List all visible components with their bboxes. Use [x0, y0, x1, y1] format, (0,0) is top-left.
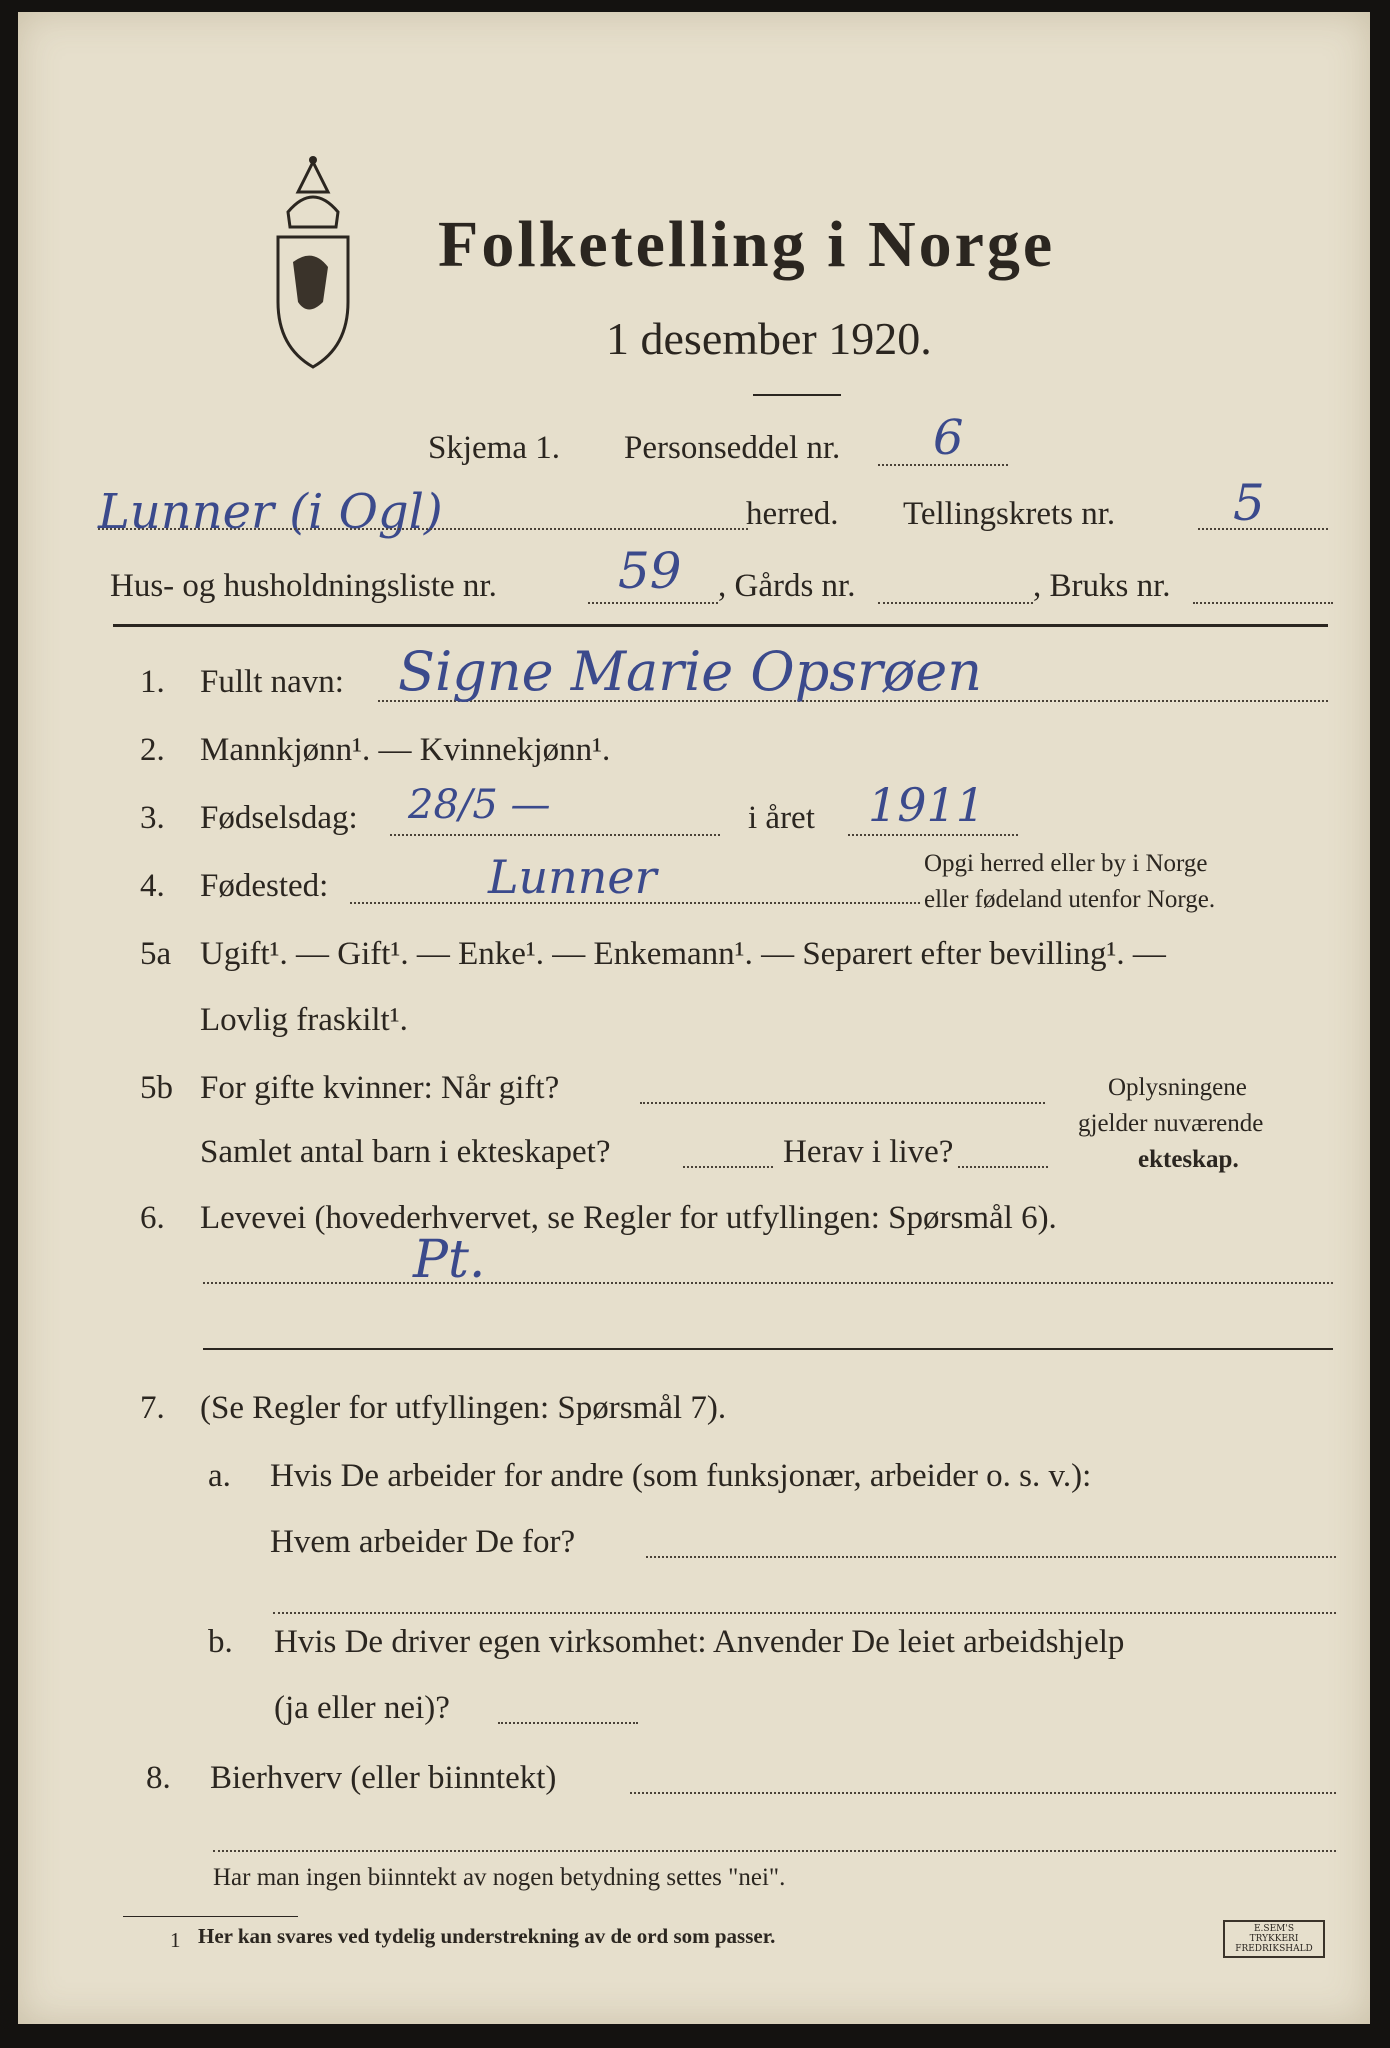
schema-label: Skjema 1. — [428, 430, 560, 466]
q5b-note1: Oplysningene — [1108, 1074, 1247, 1101]
q7-number: 7. — [140, 1390, 165, 1426]
personseddel-label: Personseddel nr. — [624, 430, 841, 466]
q7a-line2: Hvem arbeider De for? — [270, 1524, 576, 1560]
q6-line2 — [203, 1348, 1333, 1350]
herred-label: herred. — [746, 496, 839, 532]
q3-year-label: i året — [748, 800, 815, 836]
q3-value: 28/5 — — [408, 782, 551, 828]
herred-line — [98, 528, 748, 530]
census-date: 1 desember 1920. — [606, 313, 932, 364]
q8-answer-line2 — [213, 1850, 1336, 1852]
q4-note-line2: eller fødeland utenfor Norge. — [924, 886, 1216, 913]
q7b-line2: (ja eller nei)? — [274, 1690, 450, 1726]
gards-line — [878, 602, 1033, 604]
q5b-note2: gjelder nuværende — [1078, 1110, 1264, 1137]
printer-stamp-line2: FREDRIKSHALD — [1235, 1944, 1313, 1954]
q5b-line1: For gifte kvinner: Når gift? — [200, 1070, 560, 1106]
q8-answer-line1 — [630, 1792, 1336, 1794]
footnote-text: Her kan svares ved tydelig understrekning av de ord som passer. — [198, 1924, 776, 1948]
bruks-label: , Bruks nr. — [1033, 568, 1171, 604]
hus-value: 59 — [618, 542, 682, 600]
q5b-children-label: Samlet antal barn i ekteskapet? — [200, 1134, 611, 1170]
q4-value: Lunner — [488, 850, 657, 904]
printer-stamp-line1: E.SEM'S TRYKKERI — [1249, 1924, 1299, 1944]
footnote-divider — [123, 1916, 298, 1917]
q1-value: Signe Marie Opsrøen — [398, 640, 983, 703]
hus-line — [588, 602, 718, 604]
header-divider — [113, 624, 1328, 627]
hus-label: Hus- og husholdningsliste nr. — [110, 568, 497, 604]
q8-note: Har man ingen biinntekt av nogen betydning settes "nei". — [213, 1864, 786, 1891]
q4-number: 4. — [140, 868, 165, 904]
q3-label: Fødselsdag: — [200, 800, 358, 836]
q6-label: Levevei (hovederhvervet, se Regler for utfyllingen: Spørsmål 6). — [200, 1200, 1057, 1236]
q4-label: Fødested: — [200, 868, 329, 904]
bruks-line — [1193, 602, 1333, 604]
q4-note-line1: Opgi herred eller by i Norge — [924, 850, 1208, 877]
q3-year-value: 1911 — [868, 778, 986, 832]
q1-number: 1. — [140, 664, 165, 700]
herred-value: Lunner (i Ogl) — [98, 484, 443, 540]
q7b-answer-line — [498, 1722, 638, 1724]
q5a-line2: Lovlig fraskilt¹. — [200, 1002, 408, 1038]
personseddel-value: 6 — [933, 410, 964, 466]
tellingskrets-label: Tellingskrets nr. — [903, 496, 1116, 532]
q6-number: 6. — [140, 1200, 165, 1236]
q7a-line1: Hvis De arbeider for andre (som funksjonær, arbeider o. s. v.): — [270, 1458, 1092, 1494]
tellingskrets-value: 5 — [1233, 474, 1265, 532]
q7b-line1: Hvis De driver egen virksomhet: Anvender De leiet arbeidshjelp — [274, 1624, 1125, 1660]
title-divider — [753, 394, 841, 396]
q3-number: 3. — [140, 800, 165, 836]
q2-number: 2. — [140, 732, 165, 768]
q7-label: (Se Regler for utfyllingen: Spørsmål 7). — [200, 1390, 727, 1426]
q2-label: Mannkjønn¹. — Kvinnekjønn¹. — [200, 732, 611, 768]
q8-label: Bierhverv (eller biinntekt) — [210, 1760, 557, 1796]
q5b-number: 5b — [140, 1070, 173, 1106]
census-form — [18, 12, 1370, 2024]
q5b-children-line — [683, 1166, 773, 1168]
q6-value: Pt. — [413, 1230, 486, 1290]
q6-line1 — [203, 1282, 1333, 1284]
norway-coat-of-arms-icon — [268, 152, 358, 372]
q5a-line1: Ugift¹. — Gift¹. — Enke¹. — Enkemann¹. — Separert efter bevilling¹. — — [200, 936, 1166, 972]
q7a-answer-line2 — [273, 1612, 1336, 1614]
q3-line — [390, 834, 720, 836]
q8-number: 8. — [146, 1760, 171, 1796]
q1-label: Fullt navn: — [200, 664, 344, 700]
q3-year-line — [848, 834, 1018, 836]
q7a-letter: a. — [208, 1458, 231, 1494]
q7a-answer-line1 — [646, 1556, 1336, 1558]
q5b-alive-line — [958, 1166, 1048, 1168]
gards-label: , Gårds nr. — [718, 568, 856, 604]
q7b-letter: b. — [208, 1624, 233, 1660]
printer-stamp — [1223, 1920, 1325, 1958]
q5b-note3: ekteskap. — [1138, 1146, 1239, 1173]
q5b-married-line — [640, 1102, 1045, 1104]
q5b-alive-label: Herav i live? — [783, 1134, 954, 1170]
q5a-number: 5a — [140, 936, 172, 972]
footnote-mark: 1 — [170, 1928, 181, 1952]
form-title: Folketelling i Norge — [438, 208, 1056, 281]
